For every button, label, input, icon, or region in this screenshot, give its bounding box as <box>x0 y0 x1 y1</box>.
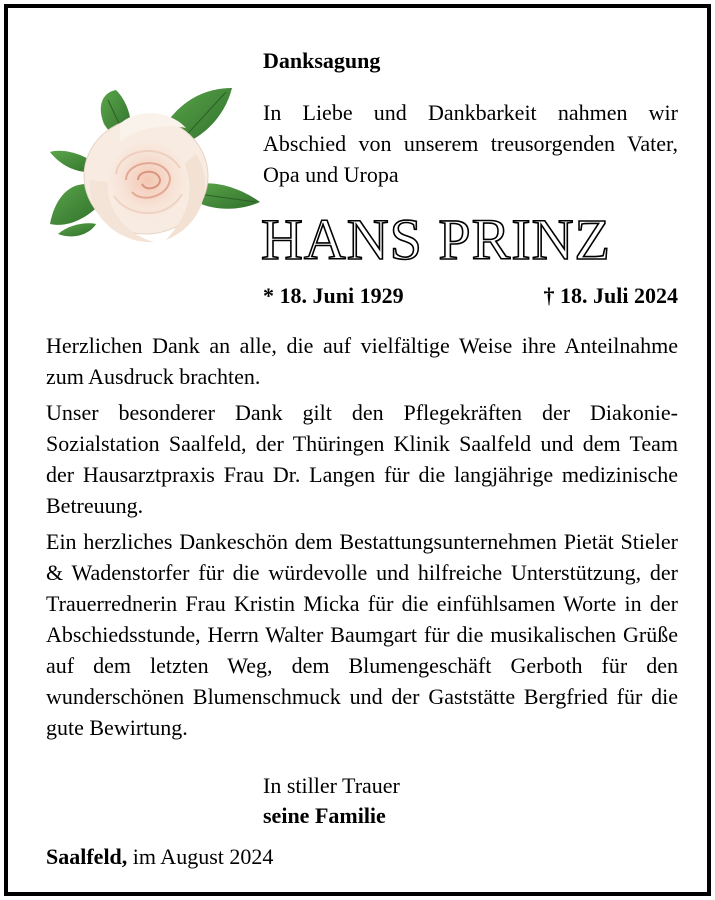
place-date-line <box>46 842 273 872</box>
intro-text: In Liebe und Dankbarkeit nahmen wir Abschied von unserem treusorgenden Vater, Opa und Uropa <box>263 100 678 187</box>
thanks-paragraph: Unser besonderer Dank gilt den Pflegekräften der Diakonie-Sozialstation Saalfeld, der Thüringen Klinik Saalfeld und dem Team der Hausarztpraxis Frau Dr. Langen für die langjährige medizinische Betreuung. <box>46 400 678 518</box>
notice-heading: Danksagung <box>263 48 381 73</box>
deceased-name: HANS PRINZ <box>261 207 611 272</box>
birth-date: * 18. Juni 1929 <box>263 283 404 308</box>
family-signature: seine Familie <box>263 803 386 828</box>
thanks-body <box>46 330 678 748</box>
death-date: † 18. Juli 2024 <box>543 283 678 308</box>
rose-image <box>46 84 266 254</box>
obituary-notice <box>4 4 711 896</box>
notice-date: im August 2024 <box>127 844 274 869</box>
place-name: Saalfeld, <box>46 844 128 869</box>
mourning-line: In stiller Trauer <box>263 773 400 798</box>
thanks-paragraph: Herzlichen Dank an alle, die auf vielfältige Weise ihre Anteilnahme zum Ausdruck brachten. <box>46 333 678 389</box>
thanks-paragraph: Ein herzliches Dankeschön dem Bestattungsunternehmen Pietät Stieler & Wadenstorfer für die würdevolle und hilfreiche Unterstützung, der Trauerrednerin Frau Kristin Micka für die einfühlsamen Worte in der Abschiedsstunde, Herrn Walter Baumgart für die musikalischen Grüße auf dem letzten Weg, dem Blumengeschäft Gerboth für den wunderschönen Blumenschmuck und der Gaststätte Bergfried für die gute Bewirtung. <box>46 529 678 740</box>
